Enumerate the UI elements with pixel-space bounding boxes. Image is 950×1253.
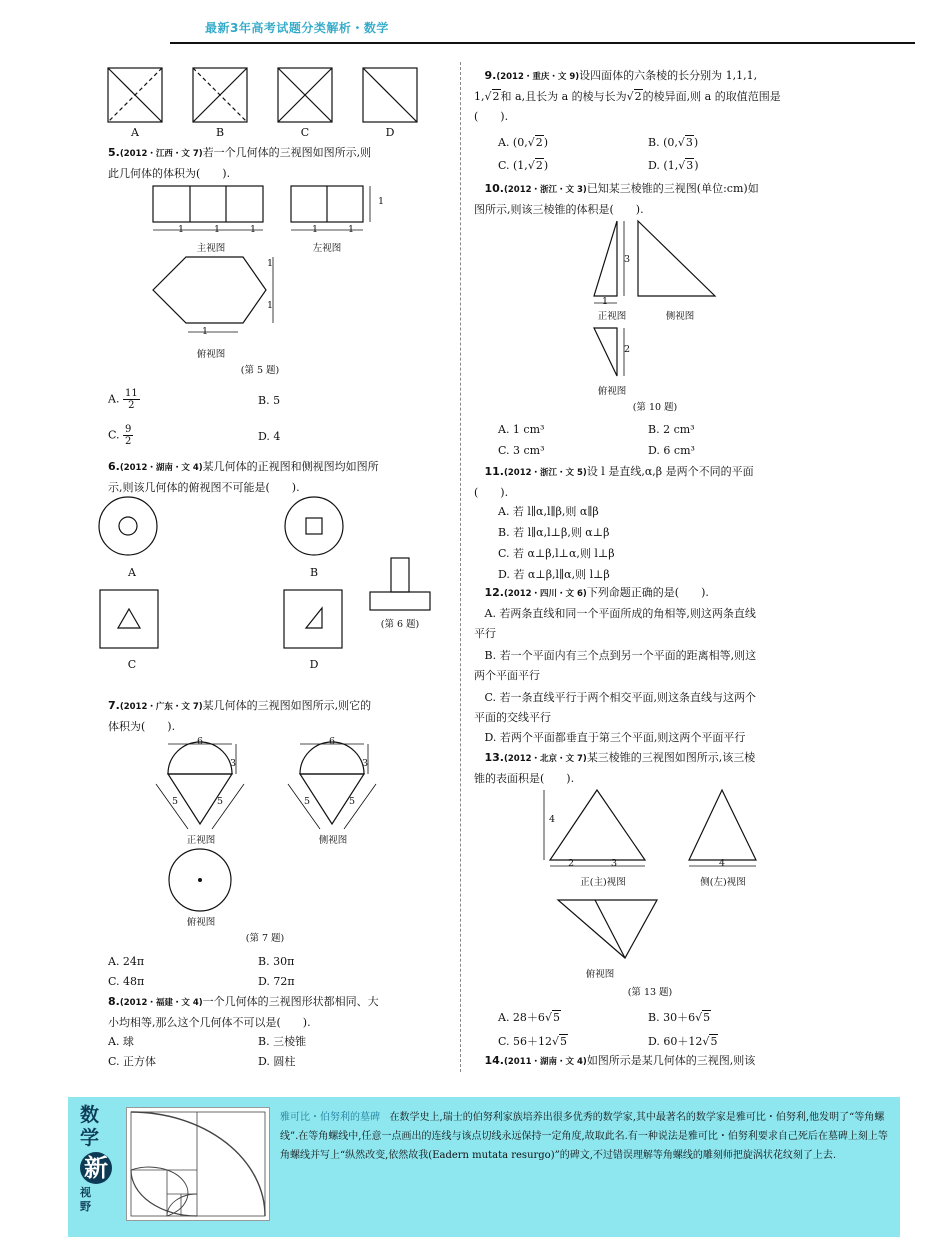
q12-number: 12. xyxy=(484,586,504,599)
q10-dim-3: 3 xyxy=(623,254,631,265)
q4-label-c: C xyxy=(300,126,310,139)
q6-caption: (第 6 题) xyxy=(380,619,420,630)
q14-text-1: 如图所示是某几何体的三视图,则该 xyxy=(586,1054,756,1067)
q10-text-2: 图所示,则该三棱锥的体积是( ). xyxy=(474,203,644,216)
q10-dim-1: 1 xyxy=(601,296,609,307)
q5-caption: (第 5 题) xyxy=(240,365,280,376)
q12-option-a[interactable]: A. 若两条直线和同一个平面所成的角相等,则这两条直线 平行 xyxy=(474,607,756,640)
q5-source: (2012・江西・文 7) xyxy=(119,149,203,159)
q5-dim-1f: 1 xyxy=(377,196,385,207)
q10-caption: (第 10 题) xyxy=(632,402,678,413)
q6-label-d: D xyxy=(309,658,319,671)
q10-number: 10. xyxy=(484,182,504,195)
q6-number: 6. xyxy=(108,460,120,473)
q5-dim-1h: 1 xyxy=(266,300,274,311)
q9-option-d[interactable]: D. (1,√3) xyxy=(648,159,699,172)
q9-number: 9. xyxy=(484,69,497,82)
golden-spiral-icon xyxy=(127,1108,269,1220)
q5-number: 5. xyxy=(108,146,120,159)
q6-text-2: 示,则该几何体的俯视图不可能是( ). xyxy=(108,481,300,494)
q13-number: 13. xyxy=(484,751,504,764)
q13-option-a[interactable]: A. 28＋6√5 xyxy=(498,1011,560,1024)
q7-stem xyxy=(108,696,453,737)
q7-number: 7. xyxy=(108,699,120,712)
q11-option-c[interactable]: C. 若 α⊥β,l⊥α,则 l⊥β xyxy=(498,547,615,560)
q11-stem xyxy=(474,462,844,503)
q10-source: (2012・浙江・文 3) xyxy=(504,185,587,195)
column-divider xyxy=(460,62,461,1072)
q10-front-label: 正视图 xyxy=(597,311,627,322)
q13-dim-4-side: 4 xyxy=(718,858,726,869)
q7-dim-5d: 5 xyxy=(348,796,356,807)
q5-dim-1i: 1 xyxy=(201,326,209,337)
q13-front-label: 正(主)视图 xyxy=(580,877,626,888)
q5-option-b[interactable]: B. 5 xyxy=(258,394,281,407)
q11-source: (2012・浙江・文 5) xyxy=(504,468,587,478)
header-rule xyxy=(170,42,915,44)
q7-dim-5b: 5 xyxy=(216,796,224,807)
q5-side-label: 左视图 xyxy=(312,243,342,254)
q7-option-b[interactable]: B. 30π xyxy=(258,955,295,968)
q11-option-b[interactable]: B. 若 l∥α,l⊥β,则 α⊥β xyxy=(498,526,610,539)
q5-option-a[interactable]: A. $\frac{11}{2}$ xyxy=(108,388,138,411)
q7-dim-6-side: 6 xyxy=(328,736,336,747)
q5-option-c[interactable]: C. $\frac{9}{2}$ xyxy=(108,424,132,447)
q9-option-a[interactable]: A. (0,√2) xyxy=(498,136,549,149)
q6-label-c: C xyxy=(127,658,137,671)
q13-dim-2: 2 xyxy=(567,858,575,869)
q4-label-a: A xyxy=(131,126,139,139)
q13-option-c[interactable]: C. 56＋12√5 xyxy=(498,1035,568,1048)
q6-stem xyxy=(108,457,453,498)
q14-number: 14. xyxy=(484,1054,504,1067)
q7-option-a[interactable]: A. 24π xyxy=(108,955,145,968)
q10-top-label: 俯视图 xyxy=(597,386,627,397)
q7-option-c[interactable]: C. 48π xyxy=(108,975,145,988)
q10-dim-2: 2 xyxy=(623,344,631,355)
q5-dim-1a: 1 xyxy=(177,224,185,235)
q9-option-c[interactable]: C. (1,√2) xyxy=(498,159,549,172)
q5-text-2: 此几何体的体积为( ). xyxy=(108,167,231,180)
q5-text-1: 若一个几何体的三视图如图所示,则 xyxy=(202,146,372,159)
q10-option-b[interactable]: B. 2 cm³ xyxy=(648,423,695,436)
footer-side-char-1: 数 xyxy=(80,1104,100,1126)
q7-dim-5c: 5 xyxy=(303,796,311,807)
q14-source: (2011・湖南・文 4) xyxy=(504,1057,587,1067)
q12-source: (2012・四川・文 6) xyxy=(504,589,587,599)
q7-dim-6-front: 6 xyxy=(196,736,204,747)
q5-option-c-fraction: $\frac{9}{2}$ xyxy=(125,424,132,447)
q13-text-1: 某三棱锥的三视图如图所示,该三棱 xyxy=(586,751,756,764)
footer-body xyxy=(280,1108,890,1165)
q8-option-b[interactable]: B. 三棱锥 xyxy=(258,1035,307,1048)
footer-side-char-4: 视 xyxy=(80,1186,91,1199)
q7-caption: (第 7 题) xyxy=(245,933,285,944)
q12-option-b[interactable]: B. 若一个平面内有三个点到另一个平面的距离相等,则这 两个平面平行 xyxy=(474,649,757,682)
q13-caption: (第 13 题) xyxy=(627,987,673,998)
q12-text-1: 下列命题正确的是( ). xyxy=(586,586,709,599)
q4-figures xyxy=(100,66,430,136)
golden-spiral-image xyxy=(126,1107,270,1221)
q8-stem xyxy=(108,992,453,1033)
footer-side-char-3: 新 xyxy=(80,1152,112,1184)
q10-option-d[interactable]: D. 6 cm³ xyxy=(648,444,695,457)
q12-option-c[interactable]: C. 若一条直线平行于两个相交平面,则这条直线与这两个 平面的交线平行 xyxy=(474,691,757,724)
q7-side-label: 侧视图 xyxy=(318,835,348,846)
q5-dim-1e: 1 xyxy=(347,224,355,235)
q7-option-d[interactable]: D. 72π xyxy=(258,975,295,988)
q7-top-label: 俯视图 xyxy=(186,917,216,928)
q7-dim-3-side: 3 xyxy=(361,758,369,769)
q13-side-label: 侧(左)视图 xyxy=(700,877,746,888)
q7-text-1: 某几何体的三视图如图所示,则它的 xyxy=(202,699,372,712)
q9-text-1: 设四面体的六条棱的长分别为 1,1,1, xyxy=(579,69,758,82)
q11-option-a[interactable]: A. 若 l∥α,l∥β,则 α∥β xyxy=(498,505,599,518)
footer-side-title xyxy=(80,1104,124,1230)
q14-stem xyxy=(474,1051,854,1072)
q10-text-1: 已知某三棱锥的三视图(单位:cm)如 xyxy=(586,182,759,195)
q13-source: (2012・北京・文 7) xyxy=(504,754,587,764)
q8-option-c[interactable]: C. 正方体 xyxy=(108,1055,157,1068)
q10-side-label: 侧视图 xyxy=(665,311,695,322)
q11-text-2: ( ). xyxy=(474,486,509,499)
q6-text-1: 某几何体的正视图和侧视图均如图所 xyxy=(202,460,379,473)
q5-option-d[interactable]: D. 4 xyxy=(258,430,281,443)
q5-top-label: 俯视图 xyxy=(196,349,226,360)
q7-dim-3-front: 3 xyxy=(229,758,237,769)
q13-option-d[interactable]: D. 60＋12√5 xyxy=(648,1035,718,1048)
q13-dim-4-front: 4 xyxy=(548,814,556,825)
q13-stem xyxy=(474,748,844,789)
q5-front-label: 主视图 xyxy=(196,243,226,254)
q8-option-d[interactable]: D. 圆柱 xyxy=(258,1055,296,1068)
q5-option-a-fraction: $\frac{11}{2}$ xyxy=(124,388,138,411)
q5-dim-1g: 1 xyxy=(266,258,274,269)
footer-text: 在数学史上,瑞士的伯努利家族培养出很多优秀的数学家,其中最著名的数学家是雅可比・伯努利,他发明了“等角螺线”.在等角螺线中,任意一点画出的连线与该点切线永远保持一定角度,故取此名.有一种说法是雅可比・伯努利要求自己死后在墓碑上刻上等角螺线并写上“纵然改变,依然故我(Eadern mutata resurgo)”的碑文,不过错误理解等角螺线的雕刻师把旋涡状花纹刻了上去. xyxy=(280,1112,888,1161)
q9-stem: 9.(2012・重庆・文 9)设四面体的六条棱的长分别为 1,1,1, 1,√2和 a,且长为 a 的棱与长为√2的棱异面,则 a 的取值范围是 ( ). xyxy=(474,69,781,123)
q11-number: 11. xyxy=(484,465,504,478)
q5-stem xyxy=(108,143,453,184)
q7-source: (2012・广东・文 7) xyxy=(119,702,203,712)
footer-side-char-2: 学 xyxy=(80,1127,100,1149)
q10-stem xyxy=(474,179,844,220)
q8-text-2: 小均相等,那么这个几何体不可以是( ). xyxy=(108,1016,311,1029)
q13-dim-3: 3 xyxy=(610,858,618,869)
q5-dim-1c: 1 xyxy=(249,224,257,235)
page-header-title: 最新3年高考试题分类解析・数学 xyxy=(205,21,389,35)
q8-number: 8. xyxy=(108,995,120,1008)
q8-source: (2012・福建・文 4) xyxy=(119,998,203,1008)
q12-option-d[interactable]: D. 若两个平面都垂直于第三个平面,则这两个平面平行 xyxy=(484,731,746,744)
q8-option-a[interactable]: A. 球 xyxy=(108,1035,134,1048)
q7-front-label: 正视图 xyxy=(186,835,216,846)
footer-title: 雅可比・伯努利的墓碑 xyxy=(280,1112,380,1123)
q8-text-1: 一个几何体的三视图形状都相同、大 xyxy=(202,995,379,1008)
q13-option-b[interactable]: B. 30＋6√5 xyxy=(648,1011,711,1024)
q7-dim-5a: 5 xyxy=(171,796,179,807)
q6-label-a: A xyxy=(128,566,136,579)
q7-text-2: 体积为( ). xyxy=(108,720,176,733)
q10-option-c[interactable]: C. 3 cm³ xyxy=(498,444,545,457)
q7-three-views xyxy=(150,736,390,916)
q6-source: (2012・湖南・文 4) xyxy=(119,463,203,473)
q4-label-b: B xyxy=(215,126,225,139)
q12-stem xyxy=(474,583,844,604)
q11-text-1: 设 l 是直线,α,β 是两个不同的平面 xyxy=(586,465,754,478)
q13-top-label: 俯视图 xyxy=(585,969,615,980)
q10-option-a[interactable]: A. 1 cm³ xyxy=(498,423,545,436)
q4-label-d: D xyxy=(385,126,395,139)
q5-dim-1d: 1 xyxy=(311,224,319,235)
q6-figures xyxy=(96,494,456,664)
q9-option-b[interactable]: B. (0,√3) xyxy=(648,136,699,149)
q11-option-d[interactable]: D. 若 α⊥β,l∥α,则 l⊥β xyxy=(498,568,610,581)
q6-label-b: B xyxy=(309,566,319,579)
q5-dim-1b: 1 xyxy=(213,224,221,235)
footer-side-char-5: 野 xyxy=(80,1200,91,1213)
q13-text-2: 锥的表面积是( ). xyxy=(474,772,575,785)
q9-text-3: ( ). xyxy=(474,110,509,123)
q9-source: (2012・重庆・文 9) xyxy=(496,72,580,82)
